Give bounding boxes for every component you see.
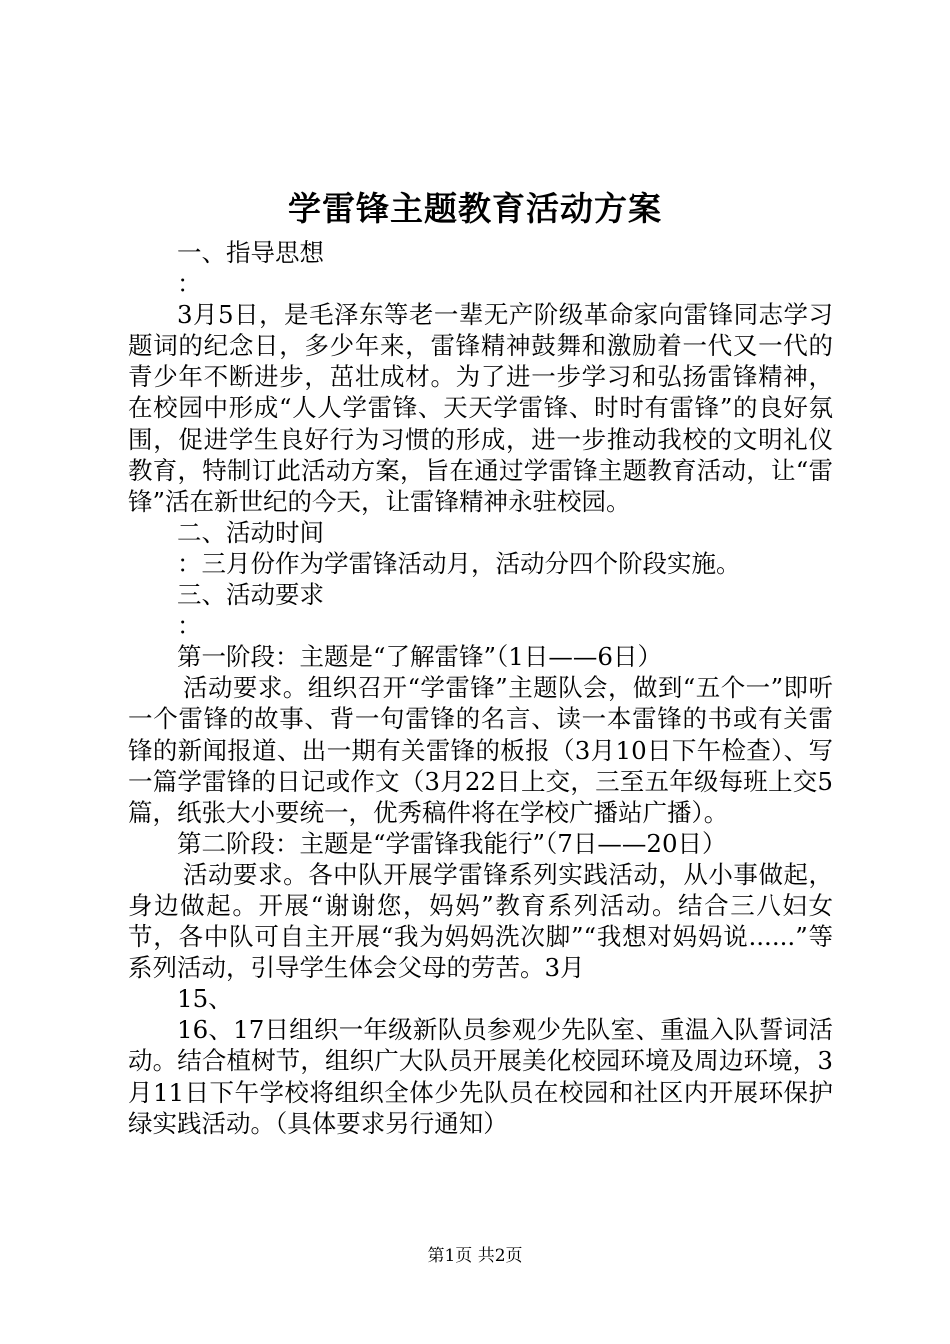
document-body xyxy=(128,237,833,1139)
paragraph-stage-one: 活动要求。组织召开“学雷锋”主题队会，做到“五个一”即听一个雷锋的故事、背一句雷锋的名言、读一本雷锋的书或有关雷锋的新闻报道、出一期有关雷锋的板报（3月10日下午检查）、写一篇学雷锋的日记或作文（3月22日上交，三至五年级每班上交5篇，纸张大小要统一，优秀稿件将在学校广播站广播）。 xyxy=(128,673,833,827)
stage-two-heading: 第二阶段：主题是“学雷锋我能行”（7日——20日） xyxy=(177,828,727,858)
page-number-footer: 第1页 共2页 xyxy=(427,1246,523,1266)
paragraph-guiding-thought: 3月5日，是毛泽东等老一辈无产阶级革命家向雷锋同志学习题词的纪念日，多少年来，雷锋精神鼓舞和激励着一代又一代的青少年不断进步，茁壮成材。为了进一步学习和弘扬雷锋精神，在校园中形成“人人学雷锋、天天学雷锋、时时有雷锋”的良好氛围，促进学生良好行为习惯的形成，进一步推动我校的文明礼仪教育，特制订此活动方案，旨在通过学雷锋主题教育活动，让“雷锋”活在新世纪的今天，让雷锋精神永驻校园。 xyxy=(128,300,833,516)
stage-one-heading: 第一阶段：主题是“了解雷锋”（1日——6日） xyxy=(177,642,662,672)
colon-line: ： xyxy=(177,269,202,299)
document-title: 学雷锋主题教育活动方案 xyxy=(288,189,662,228)
paragraph-stage-two: 活动要求。各中队开展学雷锋系列实践活动，从小事做起，身边做起。开展“谢谢您，妈妈”教育系列活动。结合三八妇女节，各中队可自主开展“我为妈妈洗次脚”“我想对妈妈说......”等系列活动，引导学生体会父母的劳苦。3月 xyxy=(128,859,833,983)
section-heading-guiding-thought: 一、指导思想 xyxy=(177,238,324,267)
paragraph-fragment: 15、 xyxy=(177,984,233,1014)
section-heading-activity-time: 二、活动时间 xyxy=(177,517,324,547)
paragraph-activity-time: ：三月份作为学雷锋活动月，活动分四个阶段实施。 xyxy=(177,548,741,578)
section-heading-activity-requirements: 三、活动要求 xyxy=(177,580,324,610)
colon-line: ： xyxy=(177,611,202,641)
paragraph-stage-two-continued: 16、17日组织一年级新队员参观少先队室、重温入队誓词活动。结合植树节，组织广大队员开展美化校园环境及周边环境，3月11日下午学校将组织全体少先队员在校园和社区内开展环保护绿实践活动。（具体要求另行通知） xyxy=(128,1015,833,1138)
